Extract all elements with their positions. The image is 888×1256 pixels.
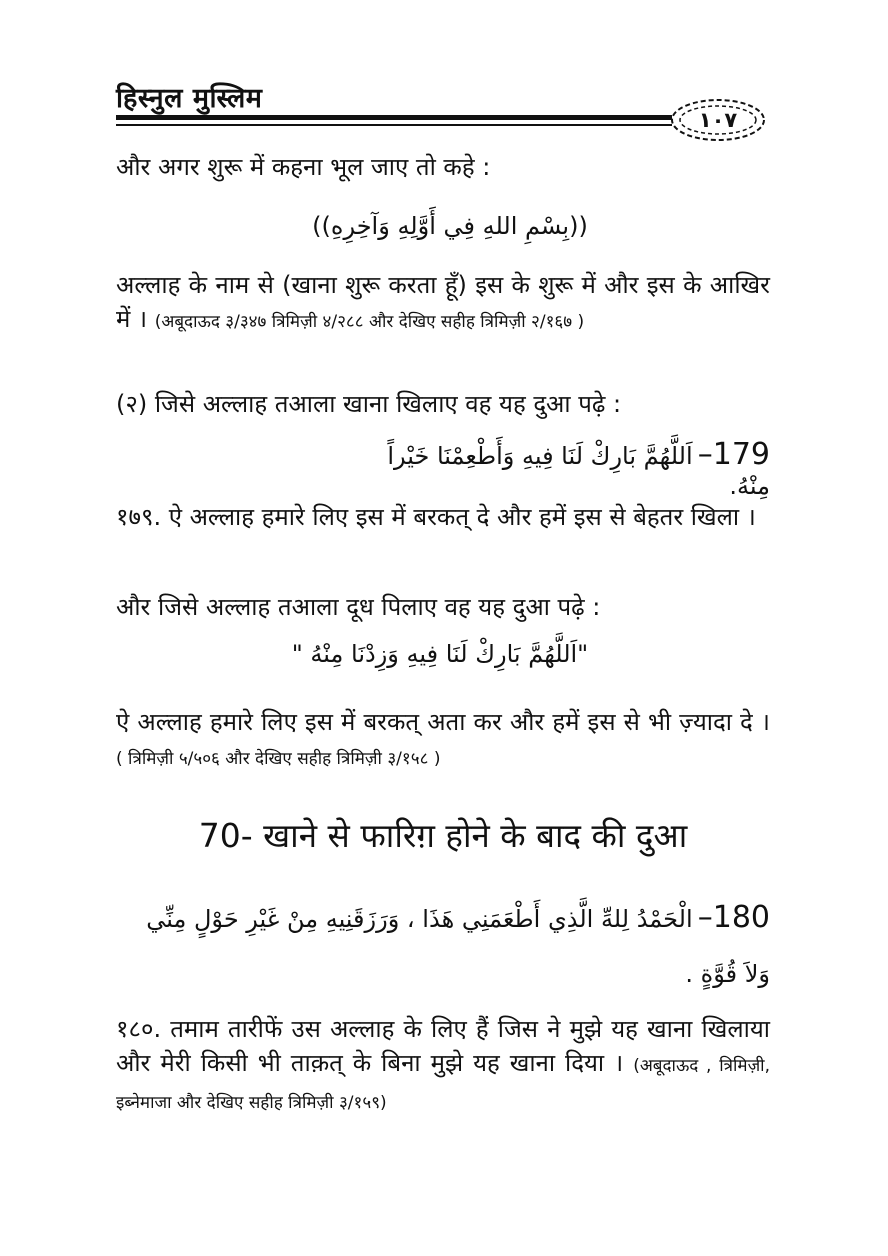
section-heading: 70- खाने से फारिग़ होने के बाद की दुआ <box>198 816 688 855</box>
bismillah-translation: अल्लाह के नाम से (खाना शुरू करता हूँ) इस के शुरू में और इस के आखिर में । <box>116 271 770 333</box>
milk-arabic: "اَللَّهُمَّ بَارِكْ لَنَا فِيهِ وَزِدْنَا مِنْهُ " <box>291 640 589 668</box>
milk-translation: ऐ अल्लाह हमारे लिए इस में बरकत् अता कर और हमें इस से भी ज़्यादा दे । <box>116 708 770 736</box>
bismillah-translation-paragraph <box>116 268 770 339</box>
milk-reference: ( त्रिमिज़ी ५/५०६ और देखिए सहीह त्रिमिज़ी ३/१५८ ) <box>116 749 441 769</box>
milk-translation-paragraph <box>116 705 770 776</box>
dua180-reference: (अबूदाऊद , त्रिमिज़ी, इब्नेमाजा और देखिए सहीह त्रिमिज़ी ३/१५९) <box>116 1056 770 1113</box>
forgot-intro-line: और अगर शुरू में कहना भूल जाए तो कहे : <box>116 153 491 181</box>
dua180-line: 180– الْحَمْدُ لِلهِّ الَّذِي أَطْعَمَنِي هَذَا ، وَرَزَقَنِيهِ مِنْ غَيْرِ حَوْلٍ مِنِّي وَلاَ قُوَّةٍ . <box>146 900 770 988</box>
item2-intro-line: (२) जिसे अल्लाह तआला खाना खिलाए वह यह दुआ पढ़े : <box>116 390 622 418</box>
dua179-arabic: اَللَّهُمَّ بَارِكْ لَنَا فِيهِ وَأَطْعِمْنَا خَيْراً مِنْهُ. <box>387 442 770 500</box>
dua180-arabic: الْحَمْدُ لِلهِّ الَّذِي أَطْعَمَنِي هَذَا ، وَرَزَقَنِيهِ مِنْ غَيْرِ حَوْلٍ مِنِّي وَلاَ قُوَّةٍ . <box>146 905 770 988</box>
bismillah-arabic: ((بِسْمِ اللهِ فِي أَوَّلِهِ وَآخِرِهِ)) <box>312 212 588 240</box>
dua179-translation: १७९. ऐ अल्लाह हमारे लिए इस में बरकत् दे और हमें इस से बेहतर खिला । <box>116 503 756 531</box>
bismillah-reference: (अबूदाऊद ३/३४७ त्रिमिज़ी ४/२८८ और देखिए सहीह त्रिमिज़ी २/१६७ ) <box>154 312 585 332</box>
dua179-line: 179– اَللَّهُمَّ بَارِكْ لَنَا فِيهِ وَأَطْعِمْنَا خَيْراً مِنْهُ. <box>387 437 770 500</box>
page-number: ١٠٧ <box>698 108 738 132</box>
page-header-title: हिस्नुल मुस्लिम <box>116 83 263 114</box>
dua180-number: 180 <box>712 900 770 935</box>
dua179-number: 179 <box>712 437 770 472</box>
dua180-translation-paragraph <box>116 1012 770 1120</box>
header-rule-thick <box>116 115 672 120</box>
milk-intro-line: और जिसे अल्लाह तआला दूध पिलाए वह यह दुआ पढ़े : <box>116 593 601 621</box>
header-rule-thin <box>116 124 672 126</box>
dua180-translation: १८०. तमाम तारीफें उस अल्लाह के लिए हैं जिस ने मुझे यह खाना खिलाया और मेरी किसी भी ताक़त् के बिना मुझे यह खाना दिया । <box>116 1015 770 1077</box>
